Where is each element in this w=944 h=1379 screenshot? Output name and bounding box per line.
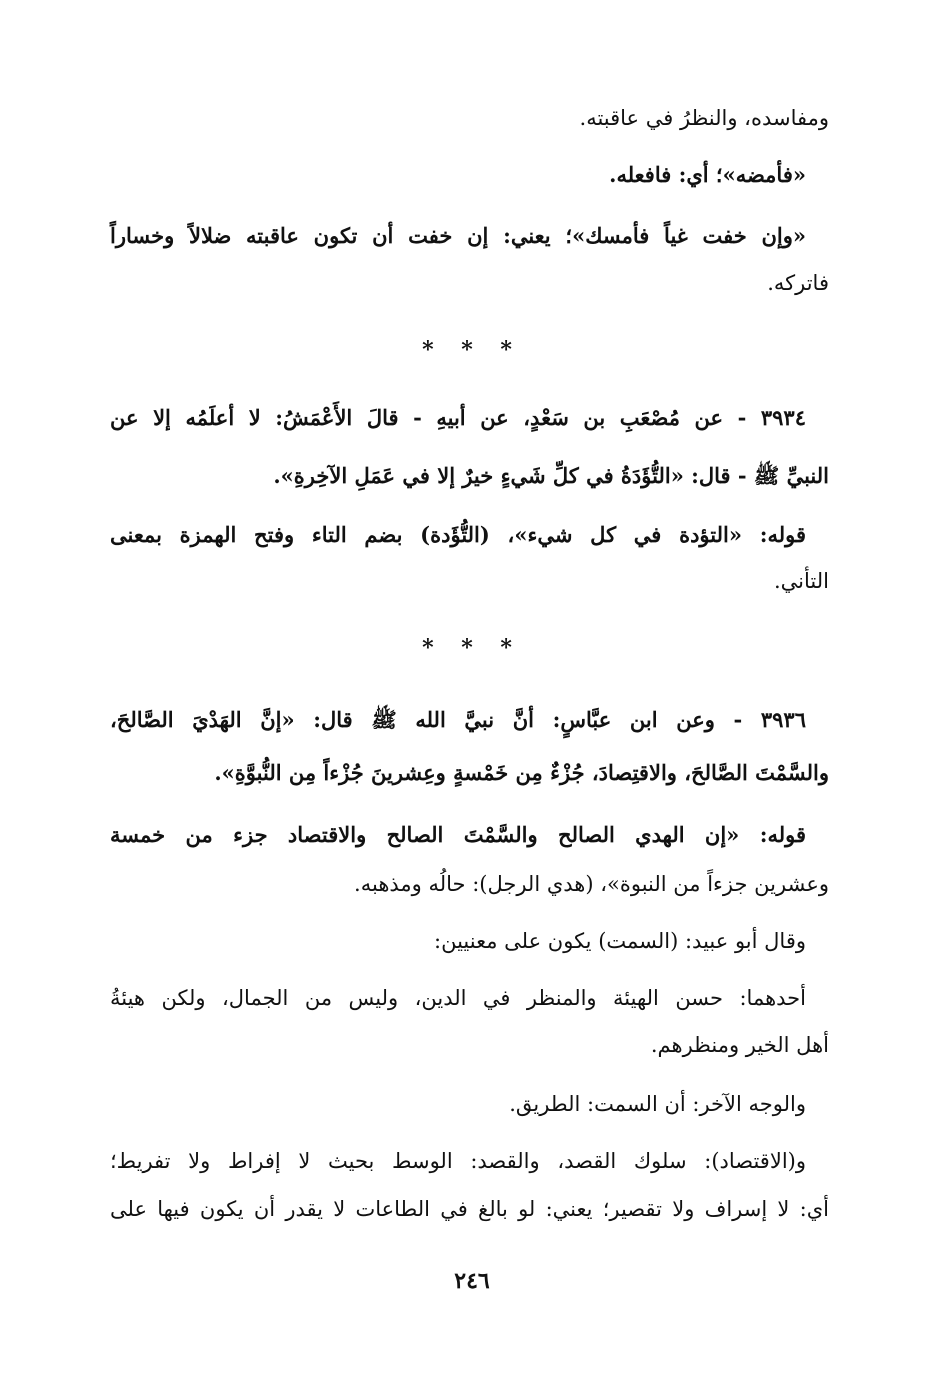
commentary-line: والوجه الآخر: أن السمت: الطريق. [509, 1092, 806, 1116]
hadith-3934-line: النبيِّ ﷺ - قال: «التُّؤَدَةُ في كلِّ شَيءٍ خيرٌ إلا في عَمَلِ الآخِرةِ». [273, 463, 829, 488]
hadith-3934-line: ٣٩٣٤ - عن مُصْعَبِ بن سَعْدٍ، عن أبيهِ - قالَ الأَعْمَشُ: لا أعلَمُه إلا عن [110, 405, 806, 430]
commentary-line: و(الاقتصاد): سلوك القصد، والقصد: الوسط بحيث لا إفراط ولا تفريط؛ [110, 1149, 806, 1173]
hadith-3936-line: ٣٩٣٦ - وعن ابن عبَّاسٍ: أنَّ نبيَّ الله ﷺ قال: «إنَّ الهَدْيَ الصَّالحَ، [110, 707, 806, 732]
commentary-line: وقال أبو عبيد: (السمت) يكون على معنيين: [434, 929, 806, 953]
text-line: «وإن خفت غياً فأمسك»؛ يعني: إن خفت أن تكون عاقبته ضلالاً وخساراً [110, 223, 806, 248]
commentary-line: قوله: «التؤدة في كل شيء»، (التُّؤَدة) بضم التاء وفتح الهمزة بمعنى [110, 522, 806, 547]
text-line: فاتركه. [767, 271, 829, 295]
commentary-line: أحدهما: حسن الهيئة والمنظر في الدين، وليس من الجمال، ولكن هيئةُ [110, 986, 806, 1010]
commentary-line: قوله: «إن الهدي الصالح والسَّمْتَ الصالح والاقتصاد جزء من خمسة [110, 822, 806, 847]
section-separator: * * * [422, 635, 522, 661]
section-separator: * * * [422, 337, 522, 363]
text-line: ومفاسده، والنظرُ في عاقبته. [579, 106, 829, 130]
hadith-3936-line: والسَّمْتَ الصَّالحَ، والاقتِصادَ، جُزْءٌ مِن خَمْسةٍ وعِشرينَ جُزْءاً مِن النُّبوَّةِ». [214, 760, 829, 785]
commentary-line: أهل الخير ومنظرهم. [650, 1033, 829, 1057]
text-line: «فأمضه»؛ أي: فافعله. [609, 162, 806, 187]
commentary-line: وعشرين جزءاً من النبوة»، (هدي الرجل): حالُه ومذهبه. [354, 872, 829, 896]
commentary-line: أي: لا إسراف ولا تقصير؛ يعني: لو بالغ في الطاعات لا يقدر أن يكون فيها على [110, 1197, 829, 1221]
commentary-line: التأني. [774, 569, 829, 593]
page-number: ٢٤٦ [454, 1268, 490, 1294]
